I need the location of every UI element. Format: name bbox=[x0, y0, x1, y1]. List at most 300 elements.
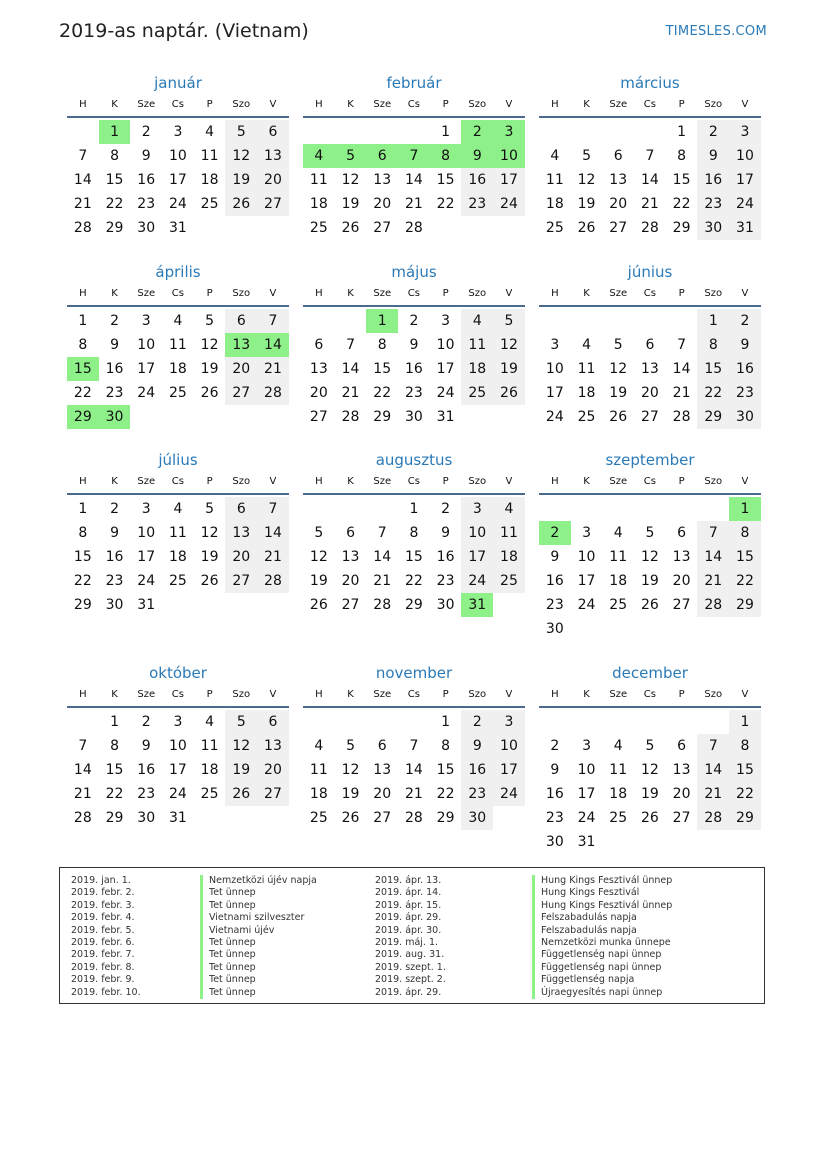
day-cell[interactable]: 1 bbox=[110, 714, 119, 730]
day-cell[interactable]: 14 bbox=[640, 172, 659, 188]
day-cell[interactable]: 16 bbox=[137, 762, 156, 778]
day-cell[interactable]: 19 bbox=[493, 357, 525, 381]
day-cell[interactable]: 11 bbox=[309, 762, 328, 778]
day-cell[interactable]: 2 bbox=[550, 738, 560, 754]
day-cell[interactable]: 20 bbox=[640, 385, 659, 401]
day-cell[interactable]: 18 bbox=[545, 196, 564, 212]
day-cell[interactable]: 25 bbox=[609, 597, 628, 613]
day-cell[interactable]: 18 bbox=[309, 786, 328, 802]
day-cell[interactable]: 26 bbox=[309, 597, 328, 613]
day-cell[interactable]: 24 bbox=[577, 810, 596, 826]
day-cell[interactable]: 22 bbox=[373, 385, 392, 401]
day-cell[interactable]: 24 bbox=[137, 573, 156, 589]
day-cell[interactable]: 31 bbox=[168, 810, 187, 826]
day-cell[interactable]: 24 bbox=[729, 192, 761, 216]
day-cell[interactable]: 9 bbox=[461, 144, 493, 168]
day-cell[interactable]: 6 bbox=[257, 710, 289, 734]
day-cell[interactable]: 25 bbox=[577, 409, 596, 425]
day-cell[interactable]: 23 bbox=[137, 786, 156, 802]
day-cell[interactable]: 12 bbox=[200, 337, 219, 353]
day-cell[interactable]: 17 bbox=[168, 762, 187, 778]
day-cell[interactable]: 7 bbox=[645, 148, 655, 164]
day-cell[interactable]: 11 bbox=[461, 333, 493, 357]
day-cell[interactable]: 13 bbox=[373, 172, 392, 188]
day-cell[interactable]: 3 bbox=[493, 120, 525, 144]
day-cell[interactable]: 19 bbox=[640, 786, 659, 802]
day-cell[interactable]: 13 bbox=[609, 172, 628, 188]
day-cell[interactable]: 20 bbox=[672, 573, 691, 589]
day-cell[interactable]: 5 bbox=[493, 309, 525, 333]
day-cell[interactable]: 8 bbox=[110, 738, 119, 754]
day-cell[interactable]: 4 bbox=[314, 738, 324, 754]
day-cell[interactable]: 12 bbox=[341, 172, 360, 188]
day-cell[interactable]: 17 bbox=[493, 758, 525, 782]
day-cell[interactable]: 29 bbox=[729, 593, 761, 617]
day-cell[interactable]: 4 bbox=[205, 714, 215, 730]
day-cell[interactable]: 26 bbox=[640, 810, 659, 826]
day-cell[interactable]: 28 bbox=[640, 220, 659, 236]
day-cell[interactable]: 12 bbox=[640, 549, 659, 565]
day-cell[interactable]: 5 bbox=[645, 738, 655, 754]
day-cell[interactable]: 15 bbox=[404, 549, 423, 565]
day-cell[interactable]: 10 bbox=[729, 144, 761, 168]
day-cell[interactable]: 9 bbox=[110, 525, 119, 541]
day-cell[interactable]: 26 bbox=[609, 409, 628, 425]
day-cell[interactable]: 14 bbox=[341, 361, 360, 377]
day-cell[interactable]: 15 bbox=[672, 172, 691, 188]
day-cell[interactable]: 15 bbox=[436, 172, 455, 188]
day-cell[interactable]: 26 bbox=[640, 597, 659, 613]
day-cell[interactable]: 13 bbox=[257, 734, 289, 758]
day-cell[interactable]: 21 bbox=[373, 573, 392, 589]
day-cell[interactable]: 27 bbox=[373, 810, 392, 826]
day-cell[interactable]: 9 bbox=[697, 144, 729, 168]
day-cell[interactable]: 1 bbox=[409, 501, 419, 517]
day-cell[interactable]: 1 bbox=[366, 309, 398, 333]
day-cell[interactable]: 9 bbox=[729, 333, 761, 357]
day-cell[interactable]: 10 bbox=[137, 337, 156, 353]
day-cell[interactable]: 30 bbox=[404, 409, 423, 425]
day-cell[interactable]: 24 bbox=[461, 569, 493, 593]
day-cell[interactable]: 8 bbox=[441, 738, 451, 754]
day-cell[interactable]: 27 bbox=[309, 409, 328, 425]
day-cell[interactable]: 11 bbox=[309, 172, 328, 188]
day-cell[interactable]: 7 bbox=[346, 337, 355, 353]
day-cell[interactable]: 31 bbox=[137, 597, 156, 613]
day-cell[interactable]: 4 bbox=[461, 309, 493, 333]
day-cell[interactable]: 4 bbox=[205, 124, 215, 140]
day-cell[interactable]: 9 bbox=[409, 337, 419, 353]
day-cell[interactable]: 4 bbox=[613, 525, 623, 541]
day-cell[interactable]: 7 bbox=[257, 497, 289, 521]
day-cell[interactable]: 12 bbox=[225, 144, 257, 168]
day-cell[interactable]: 17 bbox=[545, 385, 564, 401]
day-cell[interactable]: 24 bbox=[493, 782, 525, 806]
day-cell[interactable]: 28 bbox=[697, 593, 729, 617]
day-cell[interactable]: 10 bbox=[461, 521, 493, 545]
day-cell[interactable]: 6 bbox=[377, 738, 387, 754]
day-cell[interactable]: 16 bbox=[105, 549, 124, 565]
day-cell[interactable]: 22 bbox=[73, 385, 92, 401]
day-cell[interactable]: 16 bbox=[461, 758, 493, 782]
day-cell[interactable]: 27 bbox=[257, 192, 289, 216]
day-cell[interactable]: 28 bbox=[404, 810, 423, 826]
day-cell[interactable]: 21 bbox=[73, 786, 92, 802]
day-cell[interactable]: 20 bbox=[257, 168, 289, 192]
day-cell[interactable]: 1 bbox=[697, 309, 729, 333]
day-cell[interactable]: 22 bbox=[73, 573, 92, 589]
day-cell[interactable]: 6 bbox=[257, 120, 289, 144]
day-cell[interactable]: 28 bbox=[697, 806, 729, 830]
day-cell[interactable]: 9 bbox=[461, 734, 493, 758]
day-cell[interactable]: 5 bbox=[582, 148, 591, 164]
day-cell[interactable]: 2 bbox=[461, 710, 493, 734]
day-cell[interactable]: 23 bbox=[105, 573, 124, 589]
day-cell[interactable]: 10 bbox=[493, 144, 525, 168]
day-cell[interactable]: 9 bbox=[110, 337, 119, 353]
day-cell[interactable]: 3 bbox=[141, 501, 151, 517]
day-cell[interactable]: 6 bbox=[366, 144, 398, 168]
day-cell[interactable]: 19 bbox=[341, 196, 360, 212]
day-cell[interactable]: 4 bbox=[303, 144, 335, 168]
day-cell[interactable]: 3 bbox=[729, 120, 761, 144]
day-cell[interactable]: 24 bbox=[436, 385, 455, 401]
day-cell[interactable]: 17 bbox=[577, 573, 596, 589]
day-cell[interactable]: 30 bbox=[545, 834, 564, 850]
day-cell[interactable]: 21 bbox=[404, 786, 423, 802]
day-cell[interactable]: 30 bbox=[697, 216, 729, 240]
day-cell[interactable]: 2 bbox=[409, 313, 419, 329]
day-cell[interactable]: 5 bbox=[225, 120, 257, 144]
day-cell[interactable]: 24 bbox=[168, 196, 187, 212]
day-cell[interactable]: 19 bbox=[309, 573, 328, 589]
day-cell[interactable]: 7 bbox=[677, 337, 687, 353]
day-cell[interactable]: 5 bbox=[205, 313, 215, 329]
day-cell[interactable]: 17 bbox=[729, 168, 761, 192]
day-cell[interactable]: 2 bbox=[729, 309, 761, 333]
day-cell[interactable]: 22 bbox=[436, 786, 455, 802]
day-cell[interactable]: 9 bbox=[550, 762, 560, 778]
day-cell[interactable]: 20 bbox=[672, 786, 691, 802]
day-cell[interactable]: 15 bbox=[729, 758, 761, 782]
day-cell[interactable]: 8 bbox=[377, 337, 387, 353]
day-cell[interactable]: 13 bbox=[341, 549, 360, 565]
day-cell[interactable]: 30 bbox=[137, 810, 156, 826]
day-cell[interactable]: 29 bbox=[73, 597, 92, 613]
day-cell[interactable]: 29 bbox=[373, 409, 392, 425]
day-cell[interactable]: 13 bbox=[640, 361, 659, 377]
day-cell[interactable]: 31 bbox=[168, 220, 187, 236]
day-cell[interactable]: 16 bbox=[404, 361, 423, 377]
day-cell[interactable]: 11 bbox=[200, 148, 219, 164]
day-cell[interactable]: 29 bbox=[672, 220, 691, 236]
day-cell[interactable]: 23 bbox=[697, 192, 729, 216]
day-cell[interactable]: 24 bbox=[577, 597, 596, 613]
day-cell[interactable]: 21 bbox=[341, 385, 360, 401]
day-cell[interactable]: 9 bbox=[441, 525, 451, 541]
day-cell[interactable]: 20 bbox=[225, 545, 257, 569]
day-cell[interactable]: 17 bbox=[137, 361, 156, 377]
day-cell[interactable]: 5 bbox=[613, 337, 623, 353]
day-cell[interactable]: 11 bbox=[200, 738, 219, 754]
day-cell[interactable]: 28 bbox=[73, 220, 92, 236]
day-cell[interactable]: 12 bbox=[341, 762, 360, 778]
day-cell[interactable]: 27 bbox=[225, 381, 257, 405]
day-cell[interactable]: 27 bbox=[640, 409, 659, 425]
day-cell[interactable]: 10 bbox=[545, 361, 564, 377]
day-cell[interactable]: 8 bbox=[697, 333, 729, 357]
day-cell[interactable]: 15 bbox=[697, 357, 729, 381]
day-cell[interactable]: 29 bbox=[697, 405, 729, 429]
day-cell[interactable]: 12 bbox=[200, 525, 219, 541]
day-cell[interactable]: 17 bbox=[137, 549, 156, 565]
day-cell[interactable]: 23 bbox=[729, 381, 761, 405]
day-cell[interactable]: 20 bbox=[257, 758, 289, 782]
day-cell[interactable]: 25 bbox=[168, 385, 187, 401]
day-cell[interactable]: 2 bbox=[539, 521, 571, 545]
day-cell[interactable]: 8 bbox=[430, 144, 462, 168]
day-cell[interactable]: 16 bbox=[729, 357, 761, 381]
day-cell[interactable]: 2 bbox=[110, 501, 119, 517]
day-cell[interactable]: 23 bbox=[137, 196, 156, 212]
day-cell[interactable]: 20 bbox=[225, 357, 257, 381]
day-cell[interactable]: 3 bbox=[550, 337, 560, 353]
day-cell[interactable]: 26 bbox=[225, 782, 257, 806]
day-cell[interactable]: 21 bbox=[257, 357, 289, 381]
day-cell[interactable]: 6 bbox=[346, 525, 355, 541]
day-cell[interactable]: 1 bbox=[78, 313, 88, 329]
day-cell[interactable]: 25 bbox=[493, 569, 525, 593]
day-cell[interactable]: 19 bbox=[609, 385, 628, 401]
day-cell[interactable]: 23 bbox=[461, 782, 493, 806]
day-cell[interactable]: 27 bbox=[225, 569, 257, 593]
day-cell[interactable]: 30 bbox=[99, 405, 131, 429]
day-cell[interactable]: 28 bbox=[257, 381, 289, 405]
day-cell[interactable]: 26 bbox=[493, 381, 525, 405]
day-cell[interactable]: 26 bbox=[341, 220, 360, 236]
day-cell[interactable]: 14 bbox=[257, 333, 289, 357]
day-cell[interactable]: 15 bbox=[373, 361, 392, 377]
day-cell[interactable]: 10 bbox=[577, 762, 596, 778]
day-cell[interactable]: 25 bbox=[168, 573, 187, 589]
day-cell[interactable]: 8 bbox=[78, 525, 88, 541]
day-cell[interactable]: 7 bbox=[398, 144, 430, 168]
day-cell[interactable]: 16 bbox=[461, 168, 493, 192]
day-cell[interactable]: 18 bbox=[200, 172, 219, 188]
day-cell[interactable]: 5 bbox=[645, 525, 655, 541]
day-cell[interactable]: 8 bbox=[409, 525, 419, 541]
day-cell[interactable]: 16 bbox=[436, 549, 455, 565]
day-cell[interactable]: 31 bbox=[461, 593, 493, 617]
day-cell[interactable]: 29 bbox=[105, 220, 124, 236]
day-cell[interactable]: 25 bbox=[609, 810, 628, 826]
day-cell[interactable]: 31 bbox=[577, 834, 596, 850]
day-cell[interactable]: 11 bbox=[493, 521, 525, 545]
day-cell[interactable]: 8 bbox=[677, 148, 687, 164]
day-cell[interactable]: 6 bbox=[677, 738, 687, 754]
day-cell[interactable]: 23 bbox=[545, 597, 564, 613]
day-cell[interactable]: 28 bbox=[672, 409, 691, 425]
day-cell[interactable]: 26 bbox=[200, 573, 219, 589]
day-cell[interactable]: 7 bbox=[78, 148, 88, 164]
day-cell[interactable]: 19 bbox=[640, 573, 659, 589]
day-cell[interactable]: 4 bbox=[582, 337, 591, 353]
day-cell[interactable]: 24 bbox=[137, 385, 156, 401]
day-cell[interactable]: 6 bbox=[677, 525, 687, 541]
day-cell[interactable]: 4 bbox=[550, 148, 560, 164]
day-cell[interactable]: 29 bbox=[729, 806, 761, 830]
day-cell[interactable]: 8 bbox=[729, 521, 761, 545]
day-cell[interactable]: 26 bbox=[200, 385, 219, 401]
day-cell[interactable]: 11 bbox=[609, 549, 628, 565]
day-cell[interactable]: 16 bbox=[137, 172, 156, 188]
day-cell[interactable]: 25 bbox=[200, 786, 219, 802]
day-cell[interactable]: 30 bbox=[137, 220, 156, 236]
day-cell[interactable]: 30 bbox=[729, 405, 761, 429]
day-cell[interactable]: 9 bbox=[550, 549, 560, 565]
day-cell[interactable]: 24 bbox=[168, 786, 187, 802]
day-cell[interactable]: 8 bbox=[110, 148, 119, 164]
day-cell[interactable]: 25 bbox=[545, 220, 564, 236]
day-cell[interactable]: 28 bbox=[341, 409, 360, 425]
day-cell[interactable]: 1 bbox=[441, 124, 451, 140]
day-cell[interactable]: 16 bbox=[545, 786, 564, 802]
day-cell[interactable]: 1 bbox=[441, 714, 451, 730]
day-cell[interactable]: 21 bbox=[257, 545, 289, 569]
day-cell[interactable]: 9 bbox=[141, 738, 151, 754]
day-cell[interactable]: 13 bbox=[672, 762, 691, 778]
day-cell[interactable]: 7 bbox=[78, 738, 88, 754]
day-cell[interactable]: 18 bbox=[609, 573, 628, 589]
day-cell[interactable]: 15 bbox=[729, 545, 761, 569]
day-cell[interactable]: 11 bbox=[545, 172, 564, 188]
day-cell[interactable]: 5 bbox=[225, 710, 257, 734]
day-cell[interactable]: 12 bbox=[640, 762, 659, 778]
day-cell[interactable]: 14 bbox=[697, 758, 729, 782]
day-cell[interactable]: 15 bbox=[67, 357, 99, 381]
day-cell[interactable]: 30 bbox=[436, 597, 455, 613]
day-cell[interactable]: 4 bbox=[173, 501, 183, 517]
day-cell[interactable]: 13 bbox=[225, 333, 257, 357]
day-cell[interactable]: 12 bbox=[309, 549, 328, 565]
day-cell[interactable]: 6 bbox=[613, 148, 623, 164]
day-cell[interactable]: 19 bbox=[341, 786, 360, 802]
day-cell[interactable]: 12 bbox=[493, 333, 525, 357]
day-cell[interactable]: 23 bbox=[105, 385, 124, 401]
day-cell[interactable]: 19 bbox=[577, 196, 596, 212]
day-cell[interactable]: 6 bbox=[225, 497, 257, 521]
day-cell[interactable]: 29 bbox=[105, 810, 124, 826]
day-cell[interactable]: 21 bbox=[73, 196, 92, 212]
day-cell[interactable]: 30 bbox=[461, 806, 493, 830]
day-cell[interactable]: 11 bbox=[609, 762, 628, 778]
day-cell[interactable]: 3 bbox=[493, 710, 525, 734]
day-cell[interactable]: 19 bbox=[200, 549, 219, 565]
day-cell[interactable]: 14 bbox=[404, 172, 423, 188]
day-cell[interactable]: 18 bbox=[168, 549, 187, 565]
day-cell[interactable]: 13 bbox=[257, 144, 289, 168]
day-cell[interactable]: 1 bbox=[729, 710, 761, 734]
day-cell[interactable]: 6 bbox=[314, 337, 324, 353]
day-cell[interactable]: 9 bbox=[141, 148, 151, 164]
day-cell[interactable]: 21 bbox=[640, 196, 659, 212]
day-cell[interactable]: 31 bbox=[729, 216, 761, 240]
day-cell[interactable]: 4 bbox=[613, 738, 623, 754]
day-cell[interactable]: 15 bbox=[105, 172, 124, 188]
day-cell[interactable]: 11 bbox=[168, 525, 187, 541]
day-cell[interactable]: 20 bbox=[341, 573, 360, 589]
day-cell[interactable]: 13 bbox=[672, 549, 691, 565]
day-cell[interactable]: 7 bbox=[257, 309, 289, 333]
day-cell[interactable]: 10 bbox=[168, 148, 187, 164]
day-cell[interactable]: 3 bbox=[173, 714, 183, 730]
day-cell[interactable]: 7 bbox=[697, 521, 729, 545]
day-cell[interactable]: 27 bbox=[609, 220, 628, 236]
day-cell[interactable]: 3 bbox=[582, 525, 591, 541]
day-cell[interactable]: 7 bbox=[377, 525, 387, 541]
day-cell[interactable]: 20 bbox=[373, 786, 392, 802]
day-cell[interactable]: 5 bbox=[335, 144, 367, 168]
day-cell[interactable]: 22 bbox=[436, 196, 455, 212]
day-cell[interactable]: 2 bbox=[141, 714, 151, 730]
day-cell[interactable]: 22 bbox=[105, 196, 124, 212]
day-cell[interactable]: 21 bbox=[404, 196, 423, 212]
brand-logo[interactable]: TIMESLES.COM bbox=[665, 24, 767, 39]
day-cell[interactable]: 24 bbox=[545, 409, 564, 425]
day-cell[interactable]: 22 bbox=[672, 196, 691, 212]
day-cell[interactable]: 30 bbox=[105, 597, 124, 613]
day-cell[interactable]: 2 bbox=[110, 313, 119, 329]
day-cell[interactable]: 17 bbox=[436, 361, 455, 377]
day-cell[interactable]: 4 bbox=[173, 313, 183, 329]
day-cell[interactable]: 20 bbox=[609, 196, 628, 212]
day-cell[interactable]: 22 bbox=[404, 573, 423, 589]
day-cell[interactable]: 12 bbox=[609, 361, 628, 377]
day-cell[interactable]: 31 bbox=[436, 409, 455, 425]
day-cell[interactable]: 8 bbox=[78, 337, 88, 353]
day-cell[interactable]: 2 bbox=[461, 120, 493, 144]
day-cell[interactable]: 28 bbox=[73, 810, 92, 826]
day-cell[interactable]: 28 bbox=[373, 597, 392, 613]
day-cell[interactable]: 17 bbox=[493, 168, 525, 192]
day-cell[interactable]: 2 bbox=[141, 124, 151, 140]
day-cell[interactable]: 27 bbox=[341, 597, 360, 613]
day-cell[interactable]: 29 bbox=[404, 597, 423, 613]
day-cell[interactable]: 22 bbox=[697, 381, 729, 405]
day-cell[interactable]: 14 bbox=[404, 762, 423, 778]
day-cell[interactable]: 17 bbox=[168, 172, 187, 188]
day-cell[interactable]: 20 bbox=[309, 385, 328, 401]
day-cell[interactable]: 28 bbox=[257, 569, 289, 593]
day-cell[interactable]: 1 bbox=[677, 124, 687, 140]
day-cell[interactable]: 27 bbox=[672, 810, 691, 826]
day-cell[interactable]: 3 bbox=[441, 313, 451, 329]
day-cell[interactable]: 14 bbox=[373, 549, 392, 565]
day-cell[interactable]: 10 bbox=[137, 525, 156, 541]
day-cell[interactable]: 17 bbox=[577, 786, 596, 802]
day-cell[interactable]: 29 bbox=[67, 405, 99, 429]
day-cell[interactable]: 29 bbox=[436, 810, 455, 826]
day-cell[interactable]: 20 bbox=[373, 196, 392, 212]
day-cell[interactable]: 23 bbox=[461, 192, 493, 216]
day-cell[interactable]: 11 bbox=[168, 337, 187, 353]
day-cell[interactable]: 18 bbox=[309, 196, 328, 212]
day-cell[interactable]: 8 bbox=[729, 734, 761, 758]
day-cell[interactable]: 25 bbox=[200, 196, 219, 212]
day-cell[interactable]: 6 bbox=[645, 337, 655, 353]
day-cell[interactable]: 3 bbox=[461, 497, 493, 521]
day-cell[interactable]: 10 bbox=[168, 738, 187, 754]
